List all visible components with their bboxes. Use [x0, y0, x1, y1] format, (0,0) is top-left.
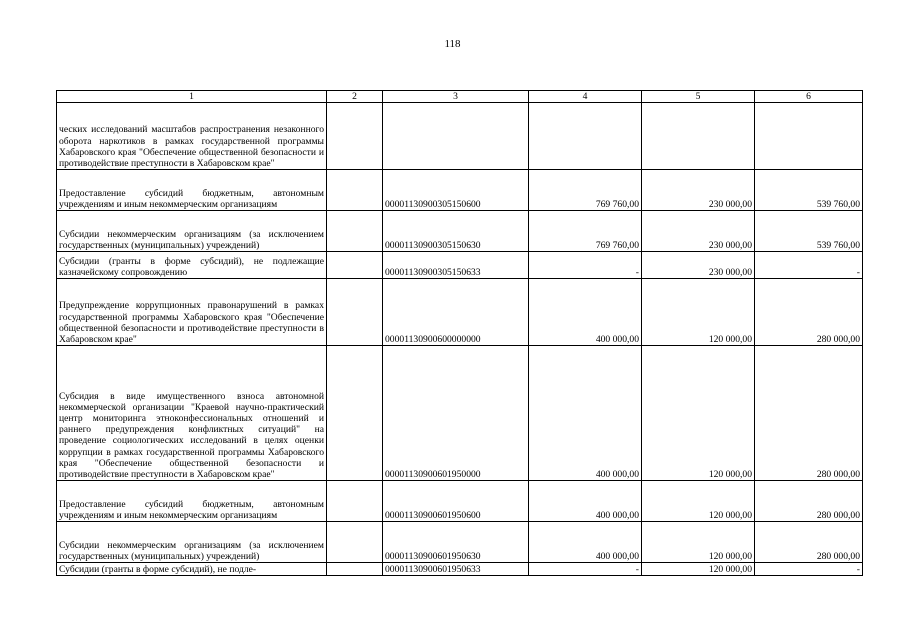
column-header: 6 — [755, 91, 863, 103]
row-column-2 — [327, 252, 383, 279]
row-description: Субсидии (гранты в форме субсидий), не подлежащие казначейскому сопровождению — [57, 252, 327, 279]
row-value-5: 120 000,00 — [642, 346, 755, 481]
table-row — [57, 103, 863, 170]
table-row — [57, 252, 863, 279]
row-value-4: 400 000,00 — [529, 346, 642, 481]
row-code: 00001130900601950000 — [383, 346, 529, 481]
row-value-6: 280 000,00 — [755, 346, 863, 481]
row-code — [383, 103, 529, 170]
row-value-6: 539 760,00 — [755, 211, 863, 252]
row-value-6: 280 000,00 — [755, 522, 863, 563]
row-value-5: 120 000,00 — [642, 563, 755, 576]
row-column-2 — [327, 563, 383, 576]
row-description: Субсидия в виде имущественного взноса автономной некоммерческой организации "Краевой научно-практический центр мониторинга этноконфессиональных отношений и раннего предупреждения конфликтных ситуаций" на проведение социологических исследований в целях оценки коррупции в рамках государственной программы Хабаровского края "Обеспечение общественной безопасности и противодействие преступности в Хабаровском крае" — [57, 346, 327, 481]
row-value-4: 400 000,00 — [529, 522, 642, 563]
row-code: 00001130900601950600 — [383, 481, 529, 522]
table-row — [57, 279, 863, 346]
row-column-2 — [327, 279, 383, 346]
row-code: 00001130900305150600 — [383, 170, 529, 211]
row-value-4: - — [529, 252, 642, 279]
column-header: 5 — [642, 91, 755, 103]
row-value-5 — [642, 103, 755, 170]
row-value-5: 230 000,00 — [642, 211, 755, 252]
table-row — [57, 563, 863, 576]
row-value-6 — [755, 103, 863, 170]
row-description: Субсидии некоммерческим организациям (за исключением государственных (муниципальных) учреждений) — [57, 211, 327, 252]
row-value-5: 120 000,00 — [642, 481, 755, 522]
row-value-5: 230 000,00 — [642, 252, 755, 279]
row-value-5: 120 000,00 — [642, 279, 755, 346]
row-value-6: 280 000,00 — [755, 481, 863, 522]
row-code: 00001130900305150633 — [383, 252, 529, 279]
table-row — [57, 522, 863, 563]
row-value-4: 400 000,00 — [529, 279, 642, 346]
row-code: 00001130900601950633 — [383, 563, 529, 576]
row-description: Предупреждение коррупционных правонарушений в рамках государственной программы Хабаровского края "Обеспечение общественной безопасности и противодействие преступности в Хабаровском крае" — [57, 279, 327, 346]
row-value-6: 280 000,00 — [755, 279, 863, 346]
row-column-2 — [327, 103, 383, 170]
row-value-5: 230 000,00 — [642, 170, 755, 211]
row-column-2 — [327, 346, 383, 481]
column-header: 4 — [529, 91, 642, 103]
table-row — [57, 481, 863, 522]
table-header-row — [57, 91, 863, 103]
row-code: 00001130900600000000 — [383, 279, 529, 346]
table-row — [57, 170, 863, 211]
row-value-6: - — [755, 563, 863, 576]
row-column-2 — [327, 211, 383, 252]
row-column-2 — [327, 170, 383, 211]
row-value-4: 769 760,00 — [529, 211, 642, 252]
row-description: ческих исследований масштабов распространения незаконного оборота наркотиков в рамках государственной программы Хабаровского края "Обеспечение общественной безопасности и противодействие преступности в Хабаровском крае" — [57, 103, 327, 170]
table-row — [57, 211, 863, 252]
page-number: 118 — [444, 38, 461, 50]
column-header: 1 — [57, 91, 327, 103]
row-value-4: 769 760,00 — [529, 170, 642, 211]
column-header: 2 — [327, 91, 383, 103]
row-value-6: 539 760,00 — [755, 170, 863, 211]
row-description: Субсидии некоммерческим организациям (за исключением государственных (муниципальных) учреждений) — [57, 522, 327, 563]
row-value-4: 400 000,00 — [529, 481, 642, 522]
row-value-4 — [529, 103, 642, 170]
row-column-2 — [327, 481, 383, 522]
row-description: Предоставление субсидий бюджетным, автономным учреждениям и иным некоммерческим организациям — [57, 170, 327, 211]
column-header: 3 — [383, 91, 529, 103]
row-code: 00001130900601950630 — [383, 522, 529, 563]
row-description: Предоставление субсидий бюджетным, автономным учреждениям и иным некоммерческим организациям — [57, 481, 327, 522]
row-column-2 — [327, 522, 383, 563]
row-description: Субсидии (гранты в форме субсидий), не подле- — [57, 563, 327, 576]
budget-table — [56, 90, 863, 576]
table-row — [57, 346, 863, 481]
row-code: 00001130900305150630 — [383, 211, 529, 252]
row-value-4: - — [529, 563, 642, 576]
row-value-5: 120 000,00 — [642, 522, 755, 563]
row-value-6: - — [755, 252, 863, 279]
